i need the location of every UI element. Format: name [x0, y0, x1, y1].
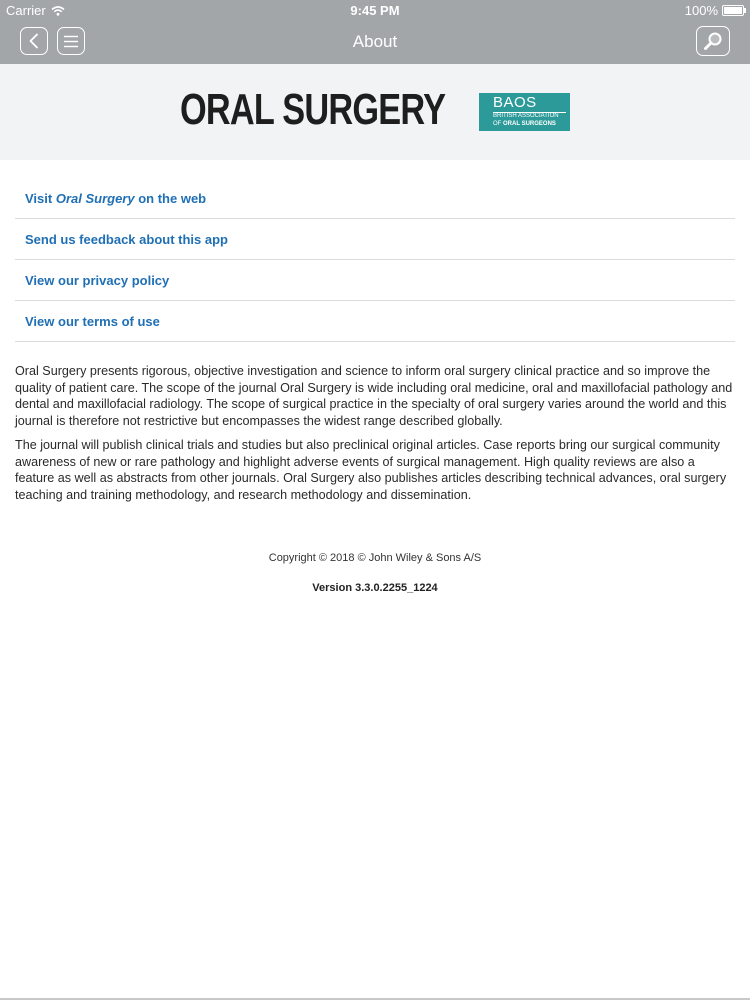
send-feedback-link[interactable]: Send us feedback about this app — [15, 219, 735, 260]
privacy-policy-link[interactable]: View our privacy policy — [15, 260, 735, 301]
battery-percent: 100% — [684, 3, 718, 18]
carrier-label: Carrier — [6, 3, 46, 18]
journal-logo: ORAL SURGERY — [180, 85, 446, 134]
search-button[interactable] — [696, 26, 730, 56]
copyright-text: Copyright © 2018 © John Wiley & Sons A/S — [268, 552, 482, 564]
about-links-list — [15, 179, 735, 342]
baos-logo-title: BAOS — [493, 94, 537, 111]
battery-indicator — [685, 3, 744, 18]
terms-of-use-link[interactable]: View our terms of use — [15, 301, 735, 342]
navigation-bar — [0, 20, 750, 64]
baos-logo — [479, 93, 570, 131]
magnifier-icon — [703, 31, 723, 51]
description-paragraph-1: Oral Surgery presents rigorous, objective investigation and science to inform oral surgery clinical practice and so improve the quality of patient care. The scope of the journal Oral Surgery is wide including oral medicine, oral and maxillofacial pathology and dental and maxillofacial radiology. The scope of surgical practice in the specialty of oral surgery varies around the world and this journal is therefore not restrictive but encompasses the widest range described globally. — [15, 364, 733, 428]
status-bar — [0, 0, 750, 20]
page-title: About — [352, 32, 398, 51]
journal-description — [15, 363, 737, 511]
journal-banner — [0, 64, 750, 160]
baos-logo-line1: BRITISH ASSOCIATION — [493, 113, 559, 119]
version-text: Version 3.3.0.2255_1224 — [312, 582, 438, 594]
description-paragraph-2: The journal will publish clinical trials and studies but also preclinical original articles. Case reports bring our surgical community awareness of new or rare pathology and highlight adverse events of surgical management. High quality reviews are also a feature as well as abstracts from other journals. Oral Surgery also publishes articles describing technical advances, oral surgery teaching and training methodology, and research methodology and dissemination. — [15, 438, 727, 502]
visit-website-link[interactable]: Visit Oral Surgery on the web — [15, 179, 735, 219]
battery-icon — [722, 5, 744, 16]
baos-logo-line2: OF ORAL SURGEONS — [493, 121, 556, 127]
status-time: 9:45 PM — [350, 3, 400, 18]
